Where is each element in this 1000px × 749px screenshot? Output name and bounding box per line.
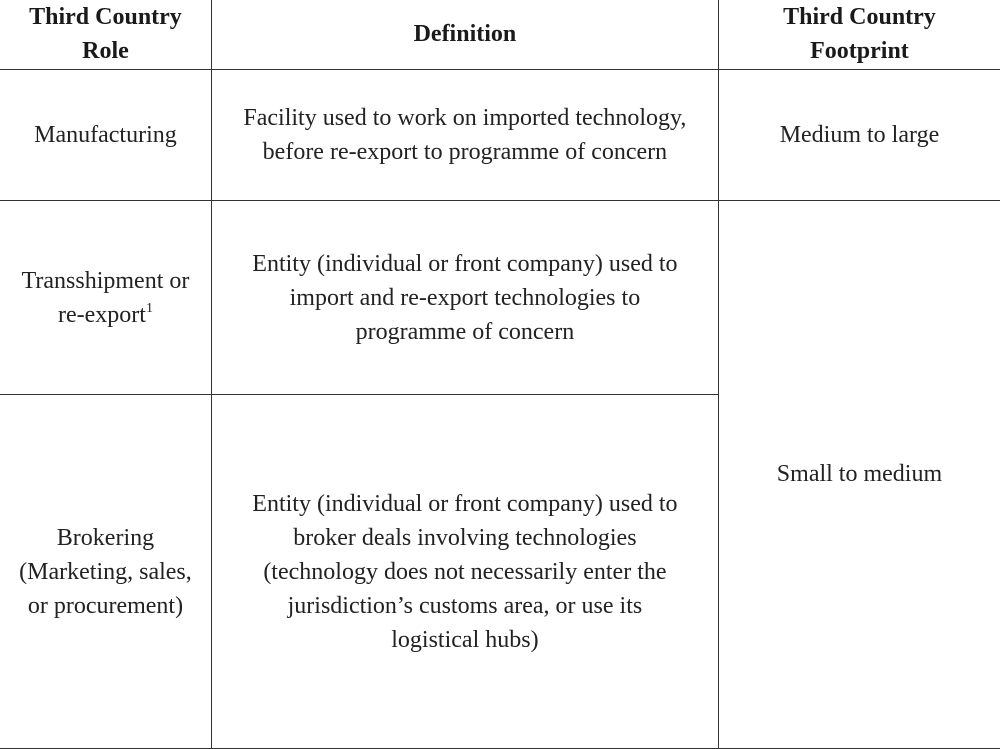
definition-line: (technology does not necessarily enter the <box>263 558 667 585</box>
role-line: Brokering <box>56 524 155 551</box>
role-line: (Marketing, sales, <box>19 558 192 585</box>
definition-line: Entity (individual or front company) used to <box>252 250 678 277</box>
header-definition-text: Definition <box>413 21 517 48</box>
footnote-marker: 1 <box>145 300 153 316</box>
header-footprint <box>718 0 1000 69</box>
role-line: or procurement) <box>27 592 184 619</box>
header-row <box>0 0 1000 69</box>
definition-line: Facility used to work on imported technology, <box>243 104 687 131</box>
header-footprint-line: Footprint <box>810 38 909 65</box>
definition-line: logistical hubs) <box>391 626 539 653</box>
definition-cell <box>211 69 718 200</box>
definition-line: before re-export to programme of concern <box>262 138 668 165</box>
definition-cell <box>211 395 718 749</box>
definition-line: import and re-export technologies to <box>289 284 641 311</box>
definition-line: Entity (individual or front company) used to <box>252 490 678 517</box>
table-row <box>0 200 1000 394</box>
header-definition <box>211 0 718 69</box>
footprint-cell-merged <box>718 200 1000 748</box>
role-cell <box>0 395 211 749</box>
definition-line: broker deals involving technologies <box>293 524 637 551</box>
header-role <box>0 0 211 69</box>
role-line: re-export <box>57 301 146 328</box>
header-footprint-line: Third Country <box>783 4 936 31</box>
role-line: Manufacturing <box>34 121 177 148</box>
header-role-line: Third Country <box>29 4 182 31</box>
footprint-text: Small to medium <box>776 461 943 488</box>
footprint-text: Medium to large <box>779 121 940 148</box>
definition-line: jurisdiction’s customs area, or use its <box>287 592 643 619</box>
footprint-cell <box>718 69 1000 200</box>
role-cell <box>0 200 211 394</box>
table-row <box>0 69 1000 200</box>
role-line-with-footnote <box>6 298 205 332</box>
role-line: Transshipment or <box>21 267 190 294</box>
role-cell <box>0 69 211 200</box>
definition-line: programme of concern <box>355 318 575 345</box>
definition-cell <box>211 200 718 394</box>
header-role-line: Role <box>82 38 129 65</box>
